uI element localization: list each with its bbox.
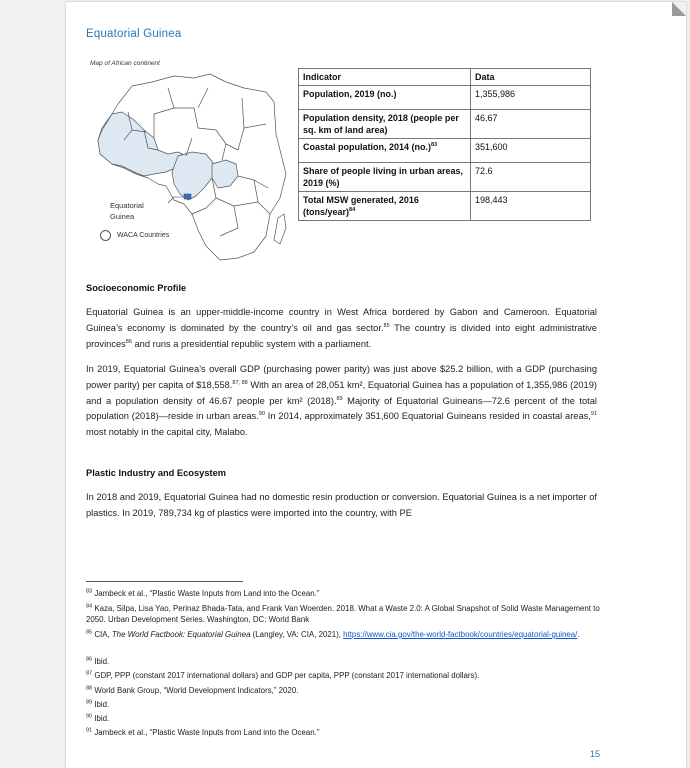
map-caption: Map of African continent [90,60,160,67]
footnote-90: $^{90}$ Ibid. [86,713,110,723]
indicator-cell: Share of people living in urban areas, 2019 (%) [299,163,471,192]
table-row [299,110,591,139]
header-indicator: Indicator [299,69,471,86]
value-cell: 46.67 [471,110,591,139]
footnote-89: $^{89}$ Ibid. [86,699,110,709]
indicator-cell: Coastal population, 2014 $(no.)^{83}$ [299,139,471,163]
country-title: Equatorial Guinea [86,28,182,40]
value-cell: 1,355,986 [471,86,591,110]
footnote-ref: 84 [349,207,356,213]
footnote-divider [86,581,243,582]
legend-circle-icon [100,230,111,241]
page-number: 15 [590,749,601,759]
value-cell: 198,443 [471,192,591,221]
cia-factbook-link[interactable]: https://www.cia.gov/the-world-factbook/countries/equatorial-guinea/ [343,630,578,639]
plastic-industry-heading: Plastic Industry and Ecosystem [86,468,227,478]
table-header-row [299,69,591,86]
table-row [299,163,591,192]
table-row [299,139,591,163]
madagascar-shape [274,214,286,244]
legend-label: WACA Countries [117,232,170,239]
footnote-86: $^{86}$ Ibid. [86,656,110,666]
page-fold-corner [672,2,686,16]
table-row [299,192,591,221]
map-label-line1: Equatorial [110,201,144,210]
value-cell: 72.6 [471,163,591,192]
indicator-table [298,68,591,221]
map-label-line2: Guinea [110,212,135,221]
paragraph-2: In 2019, Equatorial Guinea’s overall GDP (purchasing power parity) was just above $25.2 billion, with a GDP (purchasing power parity) per capita of $18,558.$^{87, 88}$ With an area of 28,051 km², Equatorial Guinea has a population of 1,355,986 (2019) and a population density of 46.67 people per km² (2018).$^{89}$ Majority of Equatorial Guineans—72.6 percent of the total population (2018)—reside in urban areas.$^{90}$ In 2014, approximately 351,600 Equatorial Guineans resided in coastal areas,$^{91}$ most notably in the capital city, Malabo. [86,364,598,438]
socioeconomic-heading: Socioeconomic Profile [86,283,187,293]
footnote-84: $^{84}$ Kaza, Silpa, Lisa Yao, Perinaz Bhada-Tata, and Frank Van Woerden. 2018. What a Waste 2.0: A Global Snapshot of Solid Waste Management to 2050. Urban Development Series. Washington, DC: World Bank [86,603,600,624]
document-page [66,2,686,768]
indicator-cell: Population, 2019 (no.) [299,86,471,110]
map-legend [100,230,169,241]
paragraph-3: In 2018 and 2019, Equatorial Guinea had no domestic resin production or conversion. Equatorial Guinea is a net importer of plastics. In 2019, 789,734 kg of plastics were imported into the country, with PE [86,492,597,518]
indicator-cell: Total MSW generated, 2016 (tons/year)$^{84}$ [299,192,471,221]
footnote-88: $^{88}$ World Bank Group, “World Development Indicators,” 2020. [86,685,299,695]
header-data: Data [471,69,591,86]
footnote-91: $^{91}$ Jambeck et al., “Plastic Waste Inputs from Land into the Ocean.” [86,727,320,737]
equatorial-guinea-highlight [184,194,191,199]
indicator-cell: Population density, 2018 (people per sq. km of land area) [299,110,471,139]
footnote-85: $^{85}$ CIA, The World Factbook: Equatorial Guinea (Langley, VA: CIA, 2021), https://www.cia.gov/the-world-factbook/countries/equatorial-guinea/. [86,629,580,639]
footnote-87: $^{87}$ GDP, PPP (constant 2017 international dollars) and GDP per capita, PPP (constant 2017 international dollars). [86,670,480,680]
table-row [299,86,591,110]
paragraph-1: Equatorial Guinea is an upper-middle-income country in West Africa bordered by Gabon and Cameroon. Equatorial Guinea’s economy is dominated by the country’s oil and gas sector.$^{85}$ The country is divided into eight administrative provinces$^{86}$ and runs a presidential republic system with a parliament. [86,307,597,349]
footnote-ref: 83 [431,142,438,148]
footnote-83: $^{83}$ Jambeck et al., “Plastic Waste Inputs from Land into the Ocean.” [86,588,320,598]
map-country-label [110,200,144,222]
value-cell: 351,600 [471,139,591,163]
